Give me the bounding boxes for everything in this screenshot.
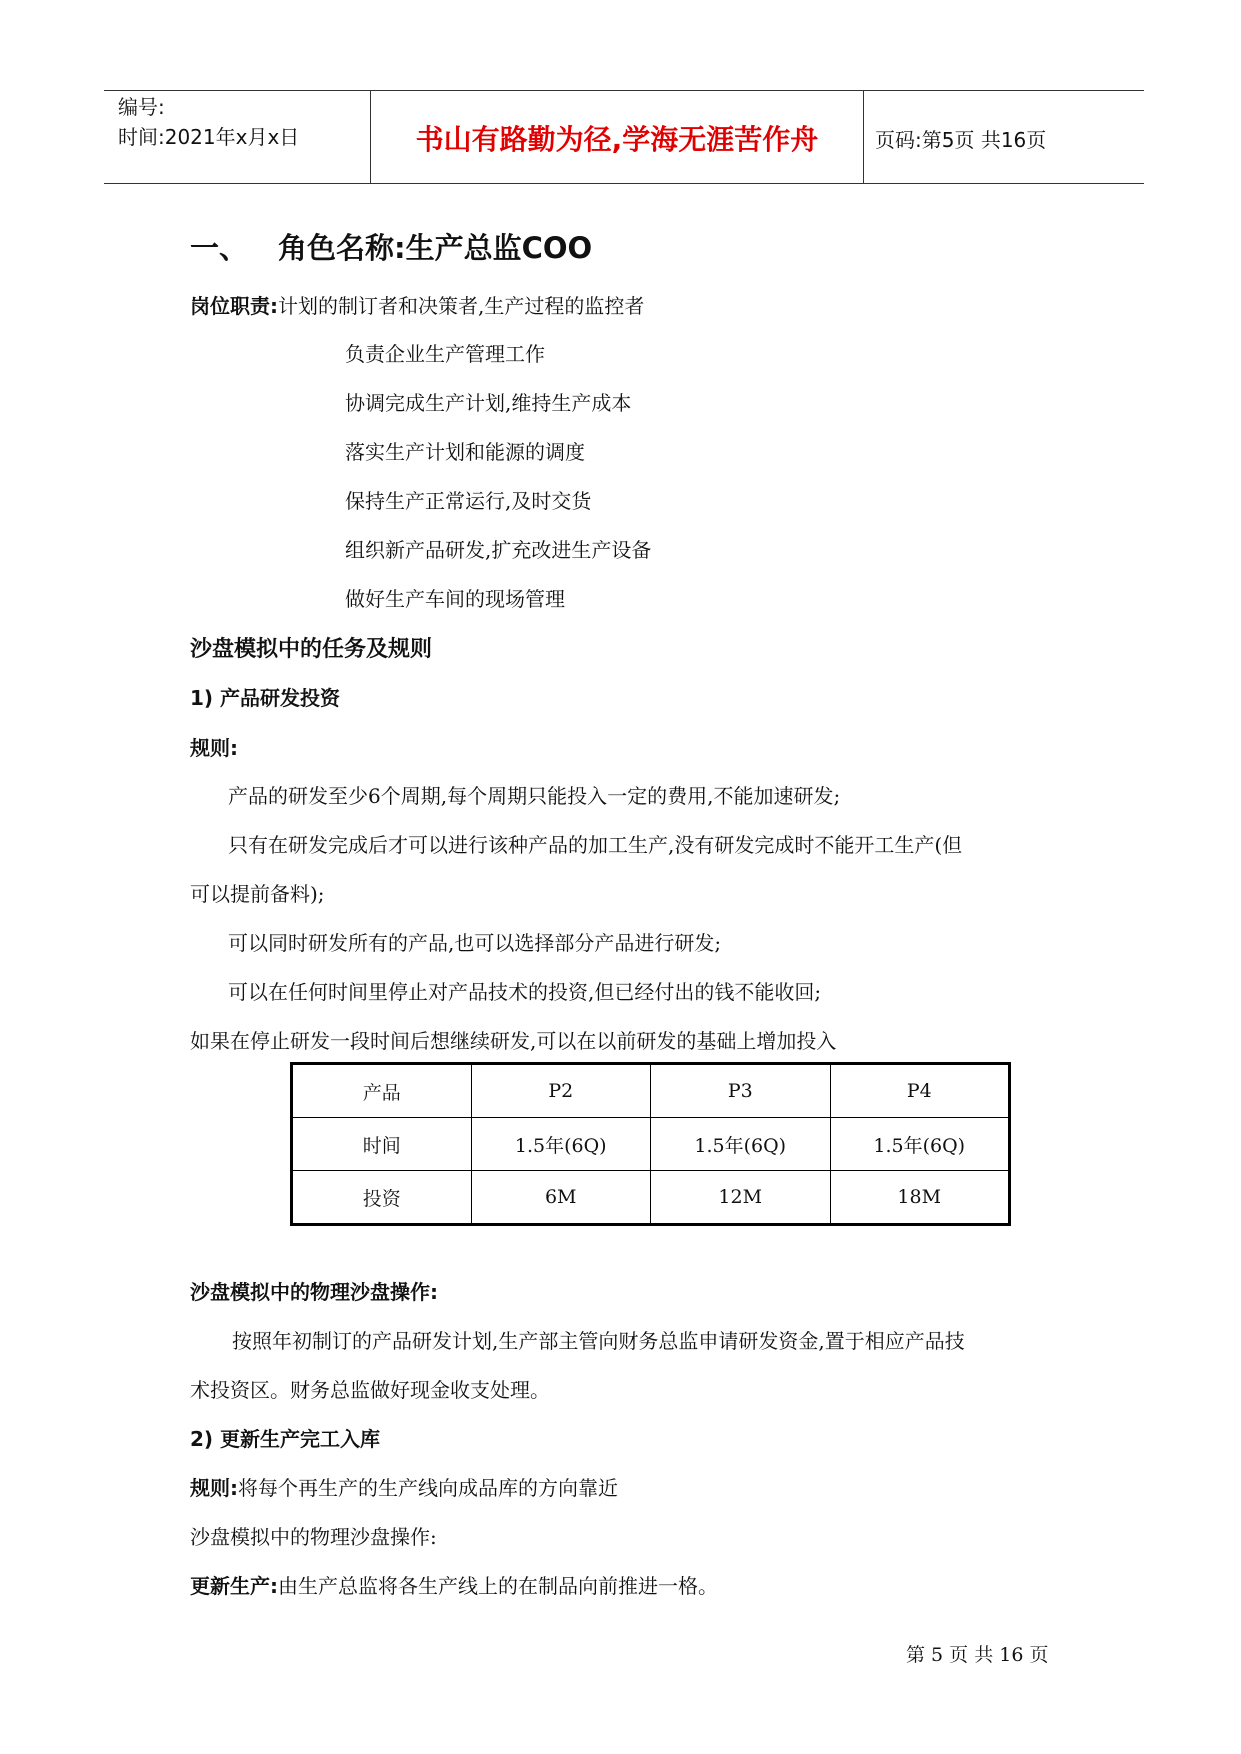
section-number: 一、 <box>190 231 249 265</box>
product-investment-table <box>290 1062 1011 1226</box>
duty-item: 负责企业生产管理工作 <box>345 342 545 366</box>
table-row <box>292 1171 1010 1225</box>
sub1-rule: 可以同时研发所有的产品,也可以选择部分产品进行研发; <box>228 931 722 955</box>
table-cell: 12M <box>651 1171 831 1225</box>
duty-item: 协调完成生产计划,维持生产成本 <box>345 391 632 415</box>
duty-item: 落实生产计划和能源的调度 <box>345 440 585 464</box>
sub1-rule: 可以在任何时间里停止对产品技术的投资,但已经付出的钱不能收回; <box>228 980 822 1004</box>
sub2-rules-label: 规则: <box>190 1476 238 1500</box>
duty-item: 保持生产正常运行,及时交货 <box>345 489 592 513</box>
table-cell: P2 <box>471 1064 651 1118</box>
section-title-text: 角色名称:生产总监COO <box>278 231 593 265</box>
sub1-op-heading: 沙盘模拟中的物理沙盘操作: <box>190 1280 438 1304</box>
table-cell: 时间 <box>292 1118 472 1171</box>
table-cell: 1.5年(6Q) <box>830 1118 1010 1171</box>
duties-label: 岗位职责: <box>190 294 278 318</box>
sub1-op-line: 按照年初制订的产品研发计划,生产部主管向财务总监申请研发资金,置于相应产品技 <box>232 1329 965 1353</box>
table-cell: 投资 <box>292 1171 472 1225</box>
table-cell: 1.5年(6Q) <box>651 1118 831 1171</box>
header-time-label: 时间:2021年x月x日 <box>118 125 300 149</box>
sub1-rule: 可以提前备料); <box>190 882 325 906</box>
header-motto: 书山有路勤为径,学海无涯苦作舟 <box>415 123 819 156</box>
header-meta <box>118 92 299 152</box>
sub2-update-line <box>190 1570 718 1599</box>
sub1-rule: 只有在研发完成后才可以进行该种产品的加工生产,没有研发完成时不能开工生产(但 <box>228 833 963 857</box>
sub1-rule: 如果在停止研发一段时间后想继续研发,可以在以前研发的基础上增加投入 <box>190 1029 837 1053</box>
section-title <box>190 226 592 267</box>
sub2-rules-line <box>190 1472 618 1501</box>
table-row <box>292 1064 1010 1118</box>
table-cell: 1.5年(6Q) <box>471 1118 651 1171</box>
sub2-update-label: 更新生产: <box>190 1574 278 1598</box>
header-bottom-rule <box>104 183 1144 184</box>
tasks-heading: 沙盘模拟中的任务及规则 <box>190 637 433 662</box>
sub2-op-line: 沙盘模拟中的物理沙盘操作: <box>190 1525 437 1549</box>
header-divider-right <box>863 90 864 183</box>
sub1-rule: 产品的研发至少6个周期,每个周期只能投入一定的费用,不能加速研发; <box>228 784 841 808</box>
header-number-label: 编号: <box>118 95 165 119</box>
duties-first-line <box>190 290 644 319</box>
duty-item: 做好生产车间的现场管理 <box>345 587 565 611</box>
duty-item: 组织新产品研发,扩充改进生产设备 <box>345 538 652 562</box>
table-cell: P3 <box>651 1064 831 1118</box>
table-cell: 18M <box>830 1171 1010 1225</box>
page-footer: 第 5 页 共 16 页 <box>906 1644 1049 1666</box>
sub1-rules-label: 规则: <box>190 736 238 760</box>
sub2-rules-text: 将每个再生产的生产线向成品库的方向靠近 <box>238 1476 618 1500</box>
table-cell: 6M <box>471 1171 651 1225</box>
sub1-op-line: 术投资区。财务总监做好现金收支处理。 <box>190 1378 550 1402</box>
table-cell: P4 <box>830 1064 1010 1118</box>
duties-first: 计划的制订者和决策者,生产过程的监控者 <box>278 294 645 318</box>
header-page-label: 页码:第5页 共16页 <box>875 128 1047 152</box>
header-top-rule <box>104 90 1144 91</box>
table-cell: 产品 <box>292 1064 472 1118</box>
sub2-update-text: 由生产总监将各生产线上的在制品向前推进一格。 <box>278 1574 718 1598</box>
table-row <box>292 1118 1010 1171</box>
sub1-heading: 1) 产品研发投资 <box>190 686 341 710</box>
sub2-heading: 2) 更新生产完工入库 <box>190 1427 381 1451</box>
header-divider-left <box>370 90 371 183</box>
